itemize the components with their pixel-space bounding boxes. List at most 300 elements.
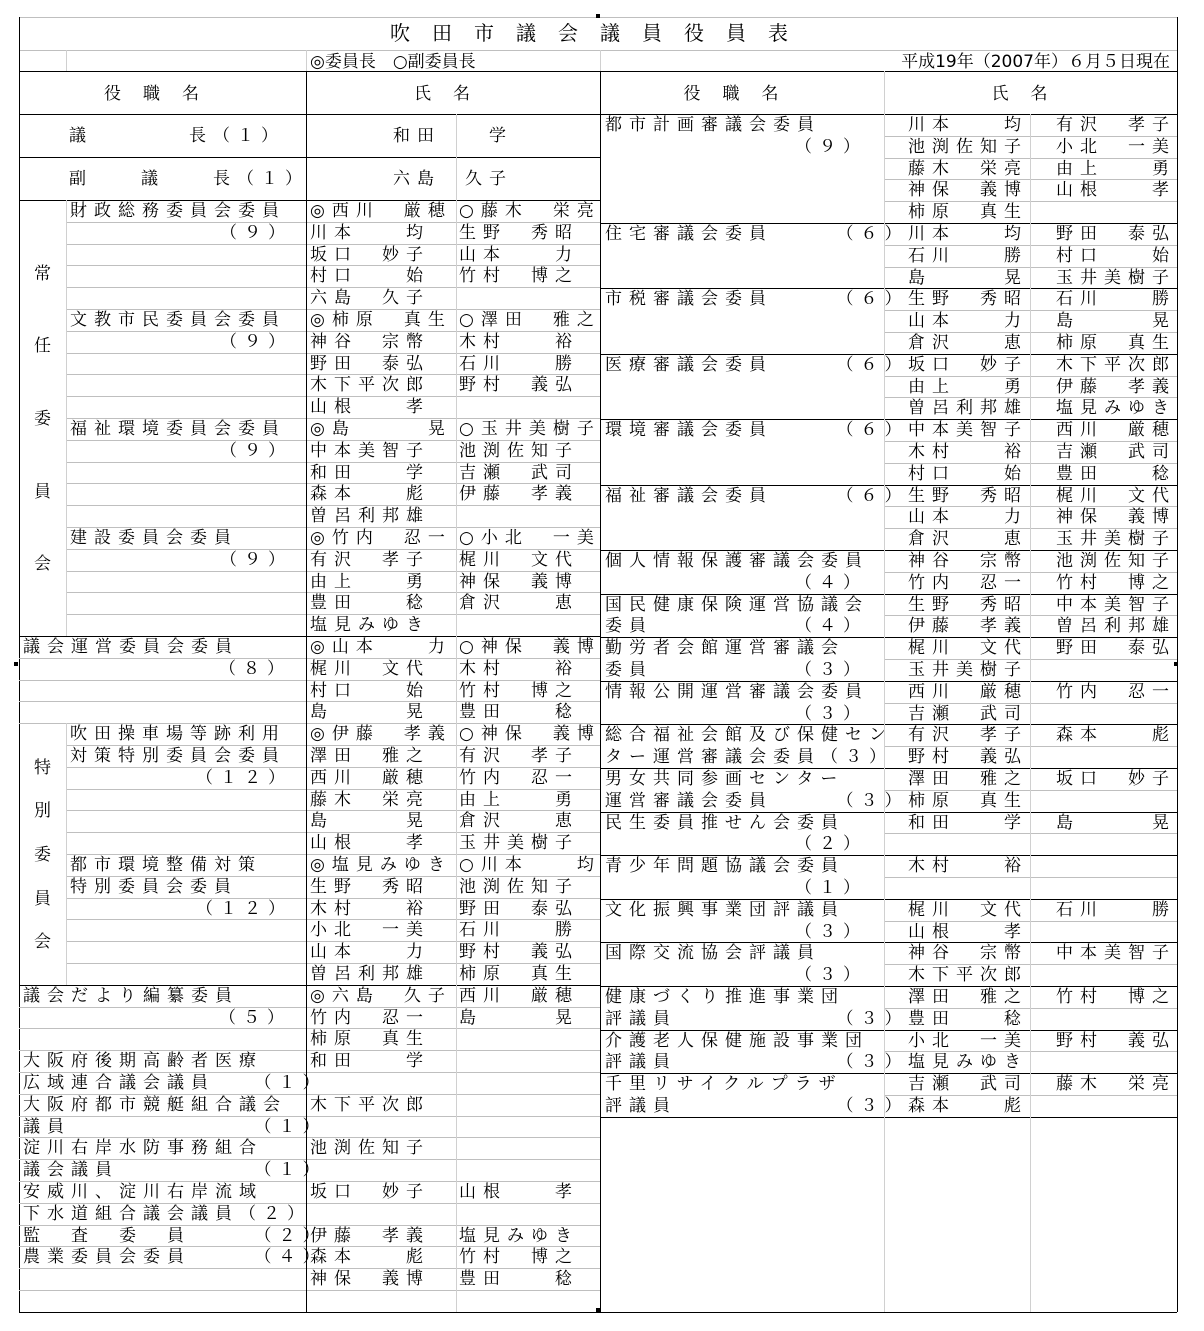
row-border <box>66 963 600 964</box>
member-name: 和田 学 <box>310 1051 430 1072</box>
committee-role: 総合福祉会館及び保健セン <box>605 725 893 746</box>
member-name <box>1056 834 1196 854</box>
column-border <box>600 50 601 71</box>
member-name: ◎柿原 真生 <box>310 310 452 330</box>
role-header: 役職名 <box>104 84 221 104</box>
committee-role: ター運営審議会委員（３） <box>605 747 893 768</box>
row-border <box>19 1072 600 1073</box>
committee-count: （３） <box>795 921 867 942</box>
member-name: 柿原 真生 <box>908 202 1028 223</box>
member-name: 竹村 博之 <box>1056 572 1176 593</box>
committee-role: 介護老人保健施設事業団 <box>605 1030 869 1051</box>
member-name: 澤田 雅之 <box>908 987 1028 1007</box>
member-name: 野田 泰弘 <box>459 898 579 919</box>
member-name: 竹村 博之 <box>459 1247 579 1268</box>
member-name <box>1056 202 1196 222</box>
member-name: 野村 義弘 <box>908 747 1028 768</box>
member-name <box>908 878 1030 898</box>
committee-role: 大阪府都市競艇組合議会 <box>23 1094 287 1115</box>
member-name: 梶川 文代 <box>310 658 430 679</box>
member-name: 山根 孝 <box>1056 180 1176 201</box>
member-name <box>908 834 1030 854</box>
row-border <box>66 222 600 223</box>
member-name: 西川 厳穂 <box>459 985 579 1006</box>
member-name: 竹内 忍一 <box>908 572 1028 593</box>
member-name: 神保 義博 <box>459 571 579 592</box>
committee-count: （１２） <box>196 898 292 919</box>
member-name: 有沢 孝子 <box>310 549 430 570</box>
member-name: 伊藤 孝義 <box>908 616 1028 637</box>
member-name <box>1056 1052 1196 1072</box>
member-name: 澤田 雅之 <box>310 746 430 766</box>
committee-count: （３） <box>795 965 867 986</box>
member-name: 山根 孝 <box>310 397 430 418</box>
member-name: ◎塩見みゆき <box>310 855 452 875</box>
as-of-date: 平成19年（2007年）６月５日現在 <box>901 52 1170 72</box>
column-border <box>884 114 885 1312</box>
member-name: 倉沢 恵 <box>459 593 579 614</box>
member-name: 池渕佐知子 <box>908 136 1028 157</box>
member-name: 藤木 栄亮 <box>908 158 1028 179</box>
committee-role: 健康づくり推進事業団 <box>605 987 845 1007</box>
member-name: 伊藤 孝義 <box>1056 376 1176 397</box>
member-name: 六島 久子 <box>310 288 430 309</box>
member-name: 石川 勝 <box>908 245 1028 266</box>
group-label-char: 委 <box>34 845 51 865</box>
member-name <box>1056 878 1196 898</box>
member-name <box>1056 856 1196 876</box>
member-name: ◎西川 厳穂 <box>310 201 452 221</box>
member-name: 塩見みゆき <box>908 1052 1028 1073</box>
committee-role: 特別委員会委員 <box>70 876 238 897</box>
member-name: 中本美智子 <box>310 440 430 461</box>
committee-role: 文教市民委員会委員 <box>70 310 286 330</box>
member-name: 村口 始 <box>908 463 1028 484</box>
member-name: 森本 彪 <box>908 1096 1028 1116</box>
member-name: 伊藤 孝義 <box>310 1225 430 1246</box>
column-border <box>66 723 67 985</box>
committee-role: 議会運営委員会委員 <box>23 637 239 657</box>
member-name: 玉井美樹子 <box>1056 267 1176 288</box>
committee-role: 市税審議会委員 （６） <box>605 289 909 310</box>
member-name: 生野 秀昭 <box>459 222 579 243</box>
row-border <box>66 549 600 550</box>
row-border <box>19 1028 600 1029</box>
row-border <box>19 157 600 158</box>
member-name: ○川本 均 <box>459 855 601 875</box>
member-name: 倉沢 恵 <box>908 333 1028 353</box>
member-name: ◎伊藤 孝義 <box>310 724 452 745</box>
member-name <box>459 1029 601 1049</box>
member-name: 木村 裕 <box>459 658 579 679</box>
column-border <box>306 114 307 1312</box>
committee-role: 運営審議会委員 （３） <box>605 790 909 811</box>
member-name: 川本 均 <box>908 115 1028 135</box>
member-name: 豊田 稔 <box>459 1269 579 1290</box>
member-name <box>1056 1096 1196 1116</box>
member-name: 池渕佐知子 <box>1056 551 1176 571</box>
row-border <box>66 483 600 484</box>
member-name: 藤木 栄亮 <box>1056 1074 1176 1095</box>
group-label-char: 会 <box>34 554 51 575</box>
row-border <box>66 767 600 768</box>
member-name: 中本美智子 <box>1056 594 1176 615</box>
member-name: 木下平次郎 <box>1056 354 1176 375</box>
member-name <box>459 397 601 417</box>
committee-count: （８） <box>219 658 291 679</box>
member-name: 木村 裕 <box>310 898 430 919</box>
row-border <box>19 1290 600 1291</box>
committee-role: 住宅審議会委員 （６） <box>605 224 909 244</box>
committee-count: （３） <box>795 660 867 680</box>
row-border <box>66 745 600 746</box>
member-name: 伊藤 孝義 <box>459 484 579 505</box>
member-name <box>1056 922 1196 942</box>
member-name: 塩見みゆき <box>310 615 430 636</box>
member-name: 玉井美樹子 <box>459 833 579 854</box>
committee-role: 建設委員会委員 <box>70 528 238 548</box>
member-name: 木下平次郎 <box>908 965 1028 986</box>
member-name: 野田 泰弘 <box>1056 638 1176 659</box>
member-name: 木村 裕 <box>459 331 579 352</box>
row-border <box>19 50 1177 51</box>
member-name: 梶川 文代 <box>908 899 1028 920</box>
column-border <box>19 17 20 1312</box>
member-name: 竹内 忍一 <box>459 767 579 788</box>
member-name: 豊田 稔 <box>908 1008 1028 1029</box>
member-name: 神保 義博 <box>1056 507 1176 528</box>
page-title: 吹田市議会議員役員表 <box>390 21 810 45</box>
member-name: 梶川 文代 <box>908 638 1028 659</box>
member-name: 豊田 稔 <box>1056 463 1176 484</box>
member-name: 中本美智子 <box>1056 943 1176 964</box>
member-name: 島 晃 <box>1056 311 1176 332</box>
member-name: 曽呂利邦雄 <box>908 398 1028 419</box>
row-border <box>66 919 600 920</box>
committee-count: （４） <box>795 616 867 637</box>
committee-role: 安威川、淀川右岸流域 <box>23 1182 263 1202</box>
row-border <box>600 1117 1177 1118</box>
committee-role: 議員 （１） <box>23 1116 327 1137</box>
member-name: 由上 勇 <box>310 571 430 592</box>
committee-count: （３） <box>795 703 867 724</box>
member-name: ◎六島 久子 <box>310 985 452 1006</box>
member-name: 竹内 忍一 <box>310 1007 430 1028</box>
committee-count: （１２） <box>196 767 292 788</box>
member-name: 柿原 真生 <box>908 790 1028 811</box>
member-name: 池渕佐知子 <box>310 1138 430 1159</box>
officer-name: 和田 学 <box>393 126 513 146</box>
member-name: 由上 勇 <box>1056 158 1176 179</box>
member-name: 吉瀬 武司 <box>459 462 579 483</box>
member-name: 小北 一美 <box>310 920 430 941</box>
member-name: 竹村 博之 <box>459 680 579 701</box>
group-label-char: 特 <box>34 757 51 778</box>
committee-count: （１） <box>795 878 867 898</box>
member-name <box>459 1095 601 1115</box>
row-border <box>19 1159 600 1160</box>
member-name: 川本 均 <box>310 222 430 243</box>
member-name: 野村 義弘 <box>459 942 579 963</box>
committee-role: 都市計画審議会委員 <box>605 115 821 135</box>
member-name: ○澤田 雅之 <box>459 310 601 330</box>
member-name <box>1056 704 1196 724</box>
committee-role: 文化振興事業団評議員 <box>605 899 845 920</box>
committee-count: （９） <box>795 136 867 157</box>
committee-role: 下水道組合議会議員（２） <box>23 1203 311 1224</box>
name-header: 氏名 <box>991 84 1070 104</box>
member-name: ○玉井美樹子 <box>459 419 601 439</box>
row-border <box>66 789 600 790</box>
committee-role: 勤労者会館運営審議会 <box>605 638 845 659</box>
member-name <box>459 615 601 635</box>
committee-role: 医療審議会委員 （６） <box>605 354 909 375</box>
committee-role: 千里リサイクルプラザ <box>605 1074 843 1095</box>
member-name: 塩見みゆき <box>1056 398 1176 419</box>
member-name: 生野 秀昭 <box>908 594 1028 615</box>
row-border <box>66 832 600 833</box>
row-border <box>66 374 600 375</box>
committee-role: 委員 <box>605 660 653 680</box>
member-name: 神保 義博 <box>908 180 1028 201</box>
row-border <box>66 898 600 899</box>
member-name: 森本 彪 <box>310 484 430 505</box>
committee-role: 福祉環境委員会委員 <box>70 419 286 439</box>
member-name: 吉瀬 武司 <box>1056 442 1176 462</box>
member-name: 梶川 文代 <box>459 549 579 570</box>
member-name: 由上 勇 <box>908 376 1028 397</box>
member-name: 玉井美樹子 <box>1056 529 1176 550</box>
member-name: 竹村 博之 <box>459 266 579 287</box>
member-name: 山根 孝 <box>310 833 430 854</box>
member-name: 山本 力 <box>908 311 1028 332</box>
row-border <box>66 331 600 332</box>
row-border <box>66 571 600 572</box>
row-border <box>66 810 600 811</box>
member-name: 竹内 忍一 <box>1056 681 1176 702</box>
member-name: 池渕佐知子 <box>459 876 579 897</box>
member-name: 竹村 博之 <box>1056 987 1176 1007</box>
member-name <box>459 1051 601 1071</box>
member-name: 木村 裕 <box>908 442 1028 462</box>
member-name: 曽呂利邦雄 <box>310 506 430 527</box>
committee-role: 環境審議会委員 （６） <box>605 420 909 441</box>
group-label-char: 別 <box>34 801 51 822</box>
resize-handle[interactable] <box>596 1308 600 1312</box>
member-name: 西川 厳穂 <box>310 767 430 788</box>
resize-handle[interactable] <box>1174 662 1178 666</box>
member-name: 野田 泰弘 <box>1056 224 1176 244</box>
column-border <box>456 114 457 1312</box>
group-label-char: 常 <box>34 263 51 284</box>
member-name: 中本美智子 <box>908 420 1028 441</box>
member-name: 有沢 孝子 <box>1056 115 1176 135</box>
member-name: 柿原 真生 <box>459 964 579 984</box>
member-name: 玉井美樹子 <box>908 660 1028 680</box>
row-border <box>66 353 600 354</box>
member-name: 島 晃 <box>459 1007 579 1028</box>
member-name: 木下平次郎 <box>310 375 430 396</box>
member-name: 小北 一美 <box>908 1030 1028 1051</box>
committee-role: 委員 <box>605 616 653 637</box>
row-border <box>66 265 600 266</box>
member-name: 曽呂利邦雄 <box>310 964 430 984</box>
member-name: 島 晃 <box>310 702 430 723</box>
committee-role: 議会だより編纂委員 <box>23 985 239 1006</box>
committee-role: 淀川右岸水防事務組合 <box>23 1138 263 1159</box>
committee-role: 評議員 （３） <box>605 1008 909 1029</box>
committee-role: 情報公開運営審議会委員 <box>605 681 869 702</box>
member-name: 豊田 稔 <box>310 593 430 614</box>
group-label-char: 会 <box>34 932 51 953</box>
member-name: 石川 勝 <box>1056 899 1176 920</box>
group-label-char: 任 <box>34 336 51 357</box>
row-border <box>19 701 600 702</box>
member-name: 坂口 妙子 <box>908 354 1028 375</box>
row-border <box>19 1007 600 1008</box>
member-name: 柿原 真生 <box>310 1029 430 1050</box>
member-name: 西川 厳穂 <box>908 681 1028 702</box>
group-label-char: 員 <box>34 481 51 502</box>
committee-role: 大阪府後期高齢者医療 <box>23 1051 263 1072</box>
member-name: 坂口 妙子 <box>1056 769 1176 789</box>
member-name: 西川 厳穂 <box>1056 420 1176 441</box>
officer-role: 副 議 長（１） <box>69 169 309 189</box>
column-border <box>1030 114 1031 1312</box>
member-name: 生野 秀昭 <box>310 876 430 897</box>
member-name: 和田 学 <box>908 812 1028 833</box>
member-name: 藤木 栄亮 <box>310 789 430 810</box>
committee-count: （２） <box>795 834 867 855</box>
member-name: ◎竹内 忍一 <box>310 528 452 548</box>
member-name <box>459 506 601 526</box>
member-name: ○小北 一美 <box>459 528 601 548</box>
member-name: 坂口 妙子 <box>310 1182 430 1202</box>
column-border <box>66 50 67 71</box>
column-border <box>306 50 307 71</box>
committee-role: 福祉審議会委員 （６） <box>605 485 909 506</box>
row-border <box>66 941 600 942</box>
resize-handle[interactable] <box>14 662 18 666</box>
committee-role: 監 査 委 員 （２） <box>23 1225 327 1246</box>
member-name: 山根 孝 <box>459 1182 579 1202</box>
member-name: 島 晃 <box>1056 812 1176 833</box>
member-name: 石川 勝 <box>459 920 579 941</box>
committee-role: 民生委員推せん会委員 <box>605 812 845 833</box>
committee-role: 青少年問題協議会委員 <box>605 856 845 877</box>
name-header: 氏名 <box>414 84 492 104</box>
officer-role: 議 長（１） <box>69 126 285 146</box>
member-name: 生野 秀昭 <box>908 485 1028 506</box>
member-name: 木下平次郎 <box>310 1094 430 1115</box>
committee-role: 男女共同参画センター <box>605 769 845 789</box>
committee-role: 吹田操車場等跡利用 <box>70 724 286 745</box>
committee-role: 都市環境整備対策 <box>70 855 262 875</box>
committee-role: 評議員 （３） <box>605 1096 909 1116</box>
member-name <box>1056 965 1196 985</box>
group-label-char: 員 <box>34 888 51 909</box>
row-border <box>66 462 600 463</box>
member-name: 倉沢 恵 <box>459 811 579 832</box>
member-name: 坂口 妙子 <box>310 244 430 265</box>
member-name: 神谷 宗幣 <box>908 551 1028 571</box>
member-name: 由上 勇 <box>459 789 579 810</box>
member-name: 神谷 宗幣 <box>310 331 430 352</box>
group-label-char: 委 <box>34 409 51 429</box>
member-name: 曽呂利邦雄 <box>1056 616 1176 637</box>
member-name: 山本 力 <box>908 507 1028 528</box>
row-border <box>66 287 600 288</box>
member-name: ○神保 義博 <box>459 724 601 745</box>
row-border <box>66 505 600 506</box>
committee-count: （９） <box>220 331 292 352</box>
member-name: 野村 義弘 <box>1056 1030 1176 1051</box>
member-name: 石川 勝 <box>1056 289 1176 310</box>
committee-role: 広域連合議会議員 （１） <box>23 1073 327 1093</box>
row-border <box>19 1268 600 1269</box>
member-name <box>1056 791 1196 811</box>
row-border <box>66 876 600 877</box>
committee-role: 国民健康保険運営協議会 <box>605 594 869 615</box>
member-name: 塩見みゆき <box>459 1225 579 1246</box>
member-name: ○藤木 栄亮 <box>459 201 601 221</box>
committee-role: 議会議員 （１） <box>23 1160 327 1181</box>
member-name: 村口 始 <box>310 266 430 287</box>
row-border <box>19 1312 1177 1313</box>
role-header: 役職名 <box>683 84 801 104</box>
legend: ◎委員長 ○副委員長 <box>310 52 476 72</box>
member-name <box>1056 747 1196 767</box>
committee-role: 国際交流協会評議員 <box>605 943 821 964</box>
row-border <box>66 244 600 245</box>
member-name: 木村 裕 <box>908 856 1028 877</box>
row-border <box>66 396 600 397</box>
committee-count: （９） <box>220 549 292 570</box>
member-name: 池渕佐知子 <box>459 440 579 461</box>
member-name: 村口 始 <box>1056 245 1176 266</box>
member-name: 神保 義博 <box>310 1269 430 1290</box>
committee-count: （５） <box>219 1007 291 1028</box>
member-name: 森本 彪 <box>310 1247 430 1268</box>
member-name <box>459 1138 601 1158</box>
member-name: 山本 力 <box>459 244 579 265</box>
member-name: 豊田 稔 <box>459 702 579 723</box>
committee-role: 個人情報保護審議会委員 <box>605 551 869 571</box>
member-name: ◎島 晃 <box>310 419 452 439</box>
member-name: 和田 学 <box>310 462 430 483</box>
member-name: 梶川 文代 <box>1056 485 1176 506</box>
member-name: 村口 始 <box>310 680 430 701</box>
committee-role: 財政総務委員会委員 <box>70 201 286 221</box>
member-name: 吉瀬 武司 <box>908 703 1028 724</box>
member-name: 野村 義弘 <box>459 375 579 396</box>
committee-role: 評議員 （３） <box>605 1052 909 1073</box>
member-name: 神谷 宗幣 <box>908 943 1028 964</box>
officer-name: 六島 久子 <box>393 169 513 189</box>
row-border <box>66 614 600 615</box>
row-border <box>19 1116 600 1117</box>
row-border <box>66 592 600 593</box>
committee-count: （９） <box>220 440 292 461</box>
member-name: 島 晃 <box>310 811 430 832</box>
row-border <box>66 440 600 441</box>
member-name: 澤田 雅之 <box>908 769 1028 789</box>
member-name: 石川 勝 <box>459 353 579 374</box>
row-border <box>19 1203 600 1204</box>
resize-handle[interactable] <box>596 14 600 18</box>
member-name: 森本 彪 <box>1056 725 1176 746</box>
member-name: 山根 孝 <box>908 921 1028 942</box>
